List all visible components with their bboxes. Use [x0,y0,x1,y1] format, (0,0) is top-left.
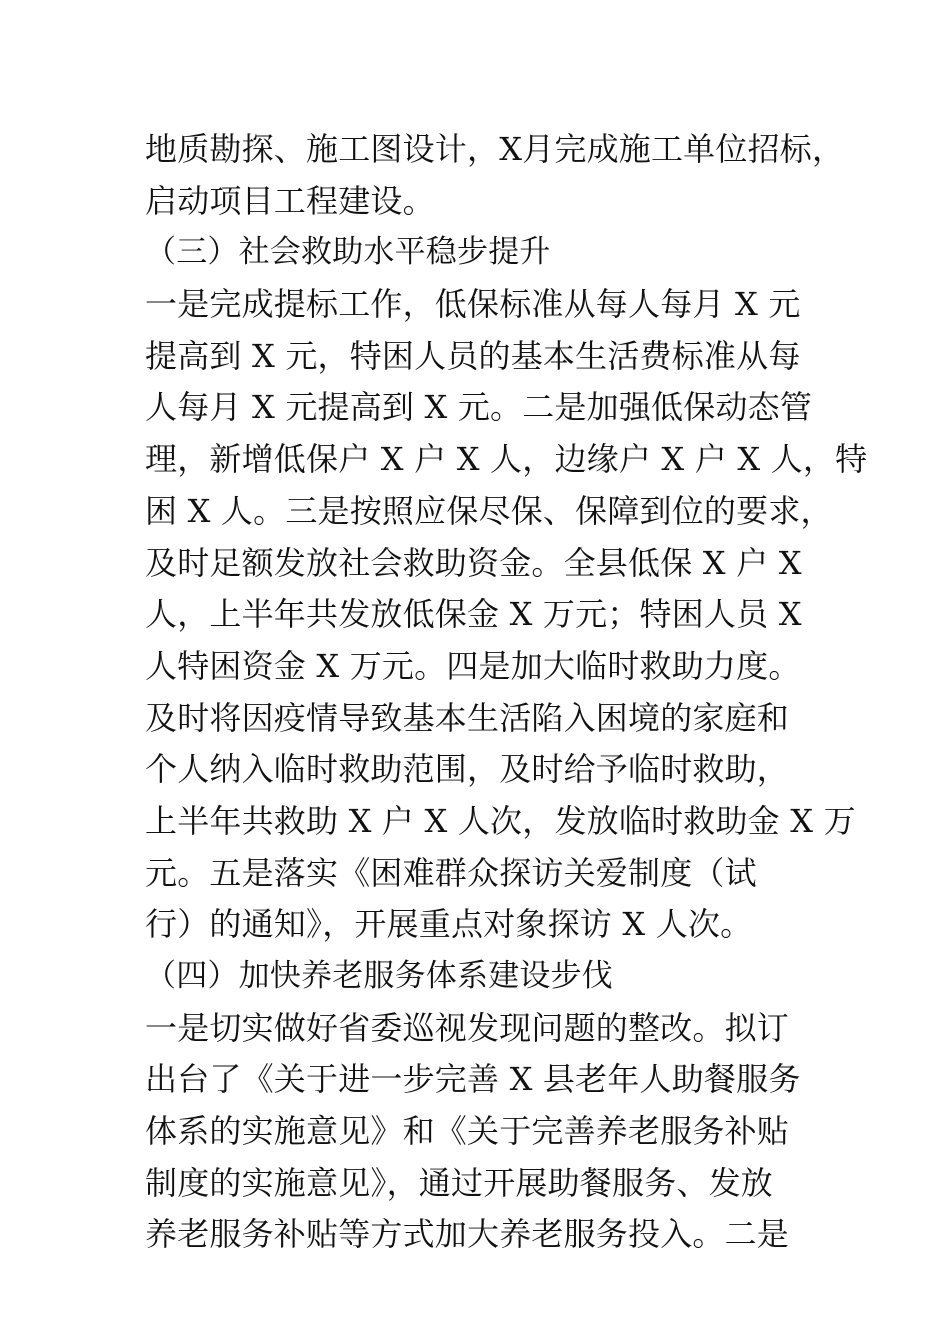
section-heading: （三）社会救助水平稳步提升 [145,234,551,271]
text-line: 提高到 X 元，特困人员的基本生活费标准从每 [145,336,801,375]
document-body [145,124,868,1261]
text-line: 及时将因疫情导致基本生活陷入困境的家庭和 [145,698,790,737]
text-line: 人特困资金 X 万元。四是加大临时救助力度。 [145,646,801,685]
text-line: 一是切实做好省委巡视发现问题的整改。拟订 [145,1008,790,1047]
text-line: 人，上半年共发放低保金 X 万元；特困人员 X [145,595,802,634]
text-line: 一是完成提标工作，低保标准从每人每月 X 元 [145,285,801,324]
text-line: 养老服务补贴等方式加大养老服务投入。二是 [145,1215,790,1254]
text-line: 及时足额发放社会救助资金。全县低保 X 户 X [145,543,802,582]
text-line: 人每月 X 元提高到 X 元。二是加强低保动态管 [145,388,813,427]
text-line: 元。五是落实《困难群众探访关爱制度（试 [145,853,757,892]
text-line: 制度的实施意见》，通过开展助餐服务、发放 [145,1163,774,1202]
section-heading: （四）加快养老服务体系建设步伐 [145,958,613,994]
text-line: 个人纳入临时救助范围，及时给予临时救助， [145,750,790,789]
text-line: 行）的通知》，开展重点对象探访 X 人次。 [145,905,753,944]
text-line: 上半年共救助 X 户 X 人次，发放临时救助金 X 万 [145,801,856,840]
text-line: 启动项目工程建设。 [145,181,435,220]
text-line: 出台了《关于进一步完善 X 县老年人助餐服务 [145,1060,801,1099]
text-line: 困 X 人。三是按照应保尽保、保障到位的要求， [145,491,833,530]
text-line: 体系的实施意见》和《关于完善养老服务补贴 [145,1112,790,1151]
text-line: 理，新增低保户 X 户 X 人，边缘户 X 户 X 人，特 [145,440,868,479]
text-line: 地质勘探、施工图设计，X月完成施工单位招标， [145,130,845,168]
